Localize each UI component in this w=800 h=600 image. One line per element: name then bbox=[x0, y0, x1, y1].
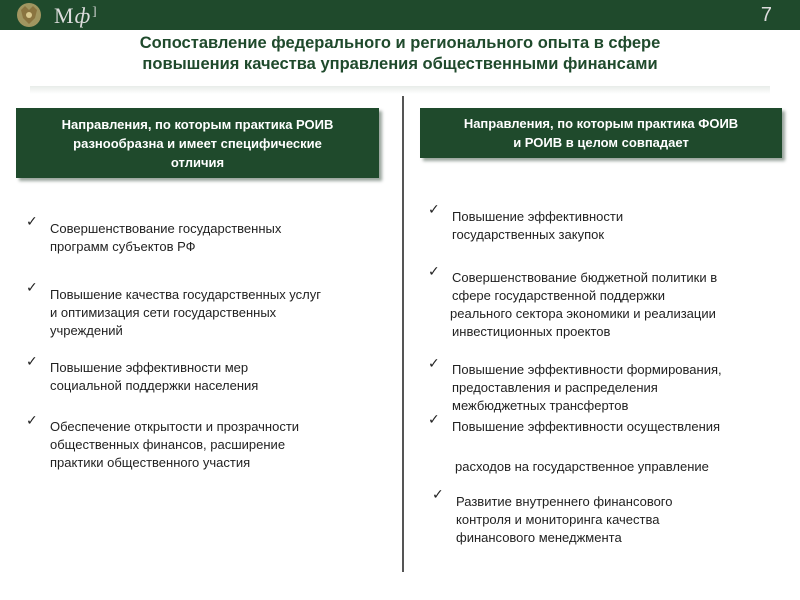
left-column-heading bbox=[16, 108, 379, 178]
item-line: и оптимизация сети государственных bbox=[50, 305, 277, 320]
item-line: предоставления и распределения bbox=[452, 380, 658, 395]
item-line: Повышение эффективности формирования, bbox=[452, 362, 722, 377]
item-line: Совершенствование бюджетной политики в bbox=[452, 270, 718, 285]
checkmark-icon: ✓ bbox=[428, 201, 440, 217]
item-line: финансового менеджмента bbox=[456, 530, 622, 545]
item-line: контроля и мониторинга качества bbox=[456, 512, 660, 527]
checkmark-icon: ✓ bbox=[432, 486, 444, 502]
checkmark-icon: ✓ bbox=[26, 412, 38, 428]
item-line: Обеспечение открытости и прозрачности bbox=[50, 419, 300, 434]
checkmark-icon: ✓ bbox=[26, 279, 38, 295]
checkmark-icon: ✓ bbox=[26, 213, 38, 229]
item-line: социальной поддержки населения bbox=[50, 378, 259, 393]
item-line: расходов на государственное управление bbox=[455, 459, 709, 474]
item-line: учреждений bbox=[50, 323, 123, 338]
title-underline-shadow bbox=[30, 86, 770, 94]
left-heading-line: отличия bbox=[170, 154, 225, 170]
slide-title-line-1: Сопоставление федерального и регионального опыта в сфере bbox=[139, 34, 661, 52]
right-heading-line: и РОИВ в целом совпадает bbox=[513, 135, 689, 150]
ministry-logo-text: Мф] bbox=[54, 3, 98, 28]
item-line: Повышение эффективности мер bbox=[50, 360, 249, 375]
item-line: межбюджетных трансфертов bbox=[452, 398, 629, 413]
checkmark-icon: ✓ bbox=[428, 411, 440, 427]
left-heading-line: Направления, по которым практика РОИВ bbox=[61, 116, 334, 132]
slide-number: 7 bbox=[760, 4, 772, 26]
left-heading-line: разнообразна и имеет специфические bbox=[73, 135, 322, 151]
item-line: программ субъектов РФ bbox=[50, 239, 196, 254]
item-line: Развитие внутреннего финансового bbox=[456, 494, 673, 509]
slide-title-line-2: повышения качества управления общественными финансами bbox=[142, 55, 658, 73]
item-line: практики общественного участия bbox=[50, 455, 251, 470]
top-bar bbox=[0, 0, 800, 30]
item-line: Повышение эффективности осуществления bbox=[452, 419, 721, 434]
item-line: реального сектора экономики и реализации bbox=[450, 306, 716, 321]
item-line: Совершенствование государственных bbox=[50, 221, 282, 236]
item-line: государственных закупок bbox=[452, 227, 605, 242]
item-line: общественных финансов, расширение bbox=[50, 437, 286, 452]
item-line: Повышение качества государственных услуг bbox=[50, 287, 321, 302]
checkmark-icon: ✓ bbox=[428, 355, 440, 371]
slide-title bbox=[20, 33, 780, 75]
coat-of-arms-icon bbox=[12, 0, 46, 30]
checkmark-icon: ✓ bbox=[26, 353, 38, 369]
right-column-heading bbox=[420, 108, 782, 158]
right-heading-line: Направления, по которым практика ФОИВ bbox=[463, 116, 739, 131]
item-line: Повышение эффективности bbox=[452, 209, 624, 224]
checkmark-icon: ✓ bbox=[428, 263, 440, 279]
item-line: инвестиционных проектов bbox=[452, 324, 611, 339]
item-line: сфере государственной поддержки bbox=[452, 288, 665, 303]
